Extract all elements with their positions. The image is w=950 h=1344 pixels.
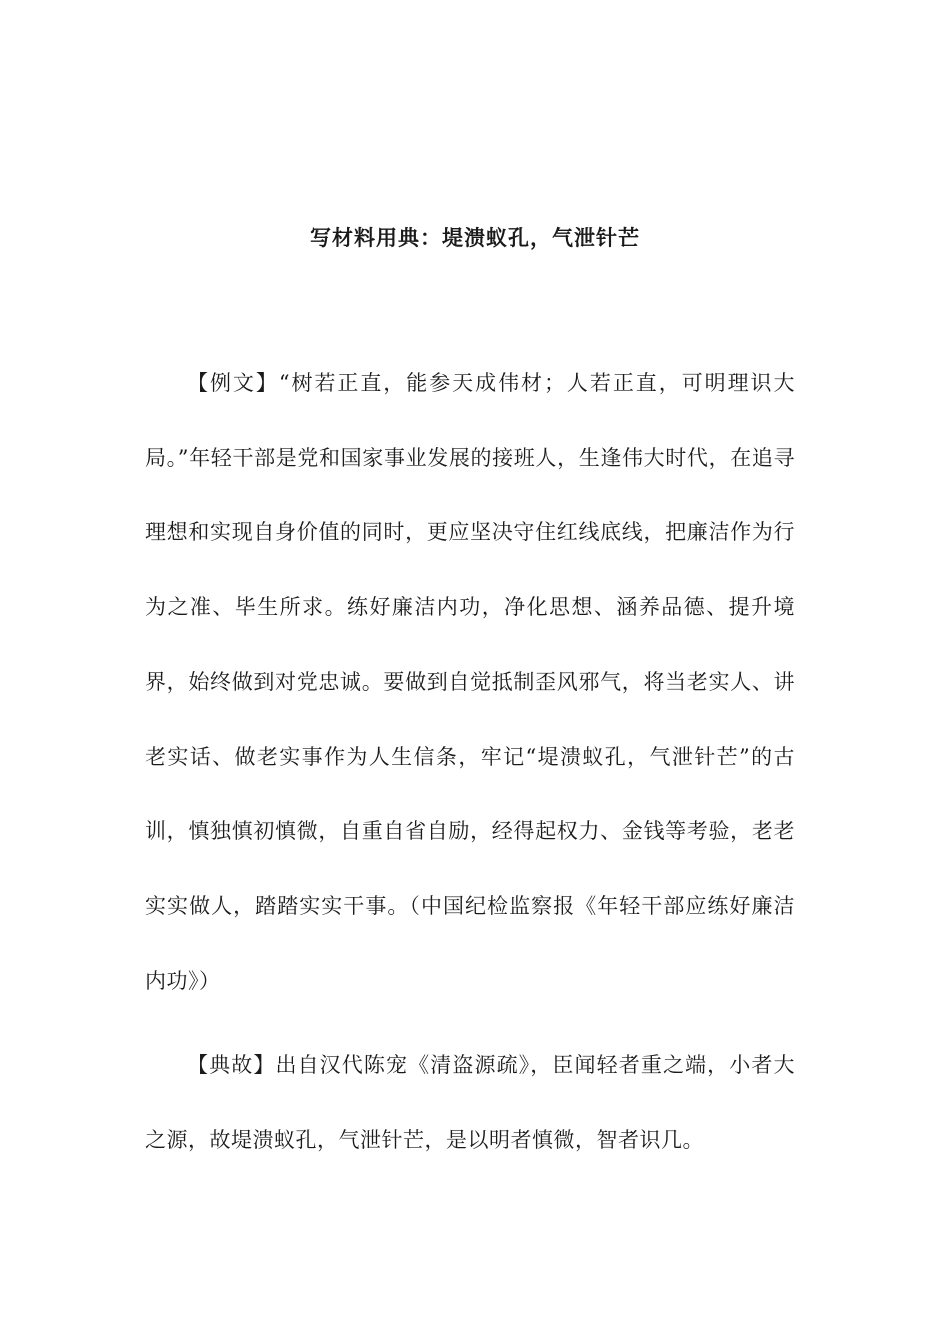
allusion-paragraph: [145, 1028, 795, 1177]
allusion-tag: 【典故】: [187, 1053, 276, 1077]
allusion-text: 出自汉代陈宠《清盗源疏》，臣闻轻者重之端，小者大之源，故堤溃蚁孔，气泄针芒，是以明者慎微，智者识几。: [145, 1053, 796, 1152]
example-text: “树若正直，能参天成伟材；人若正直，可明理识大局。”年轻干部是党和国家事业发展的接班人，生逢伟大时代，在追寻理想和实现自身价值的同时，更应坚决守住红线底线，把廉洁作为行为之准、毕生所求。练好廉洁内功，净化思想、涵养品德、提升境界，始终做到对党忠诚。要做到自觉抵制歪风邪气，将当老实人、讲老实话、做老实事作为人生信条，牢记“堤溃蚁孔，气泄针芒”的古训，慎独慎初慎微，自重自省自励，经得起权力、金钱等考验，老老实实做人，踏踏实实干事。（中国纪检监察报《年轻干部应练好廉洁内功》）: [145, 371, 796, 993]
example-paragraph: [145, 346, 795, 1018]
document-title: 写材料用典：堤溃蚁孔，气泄针芒: [310, 225, 640, 250]
example-tag: 【例文】: [187, 371, 279, 395]
